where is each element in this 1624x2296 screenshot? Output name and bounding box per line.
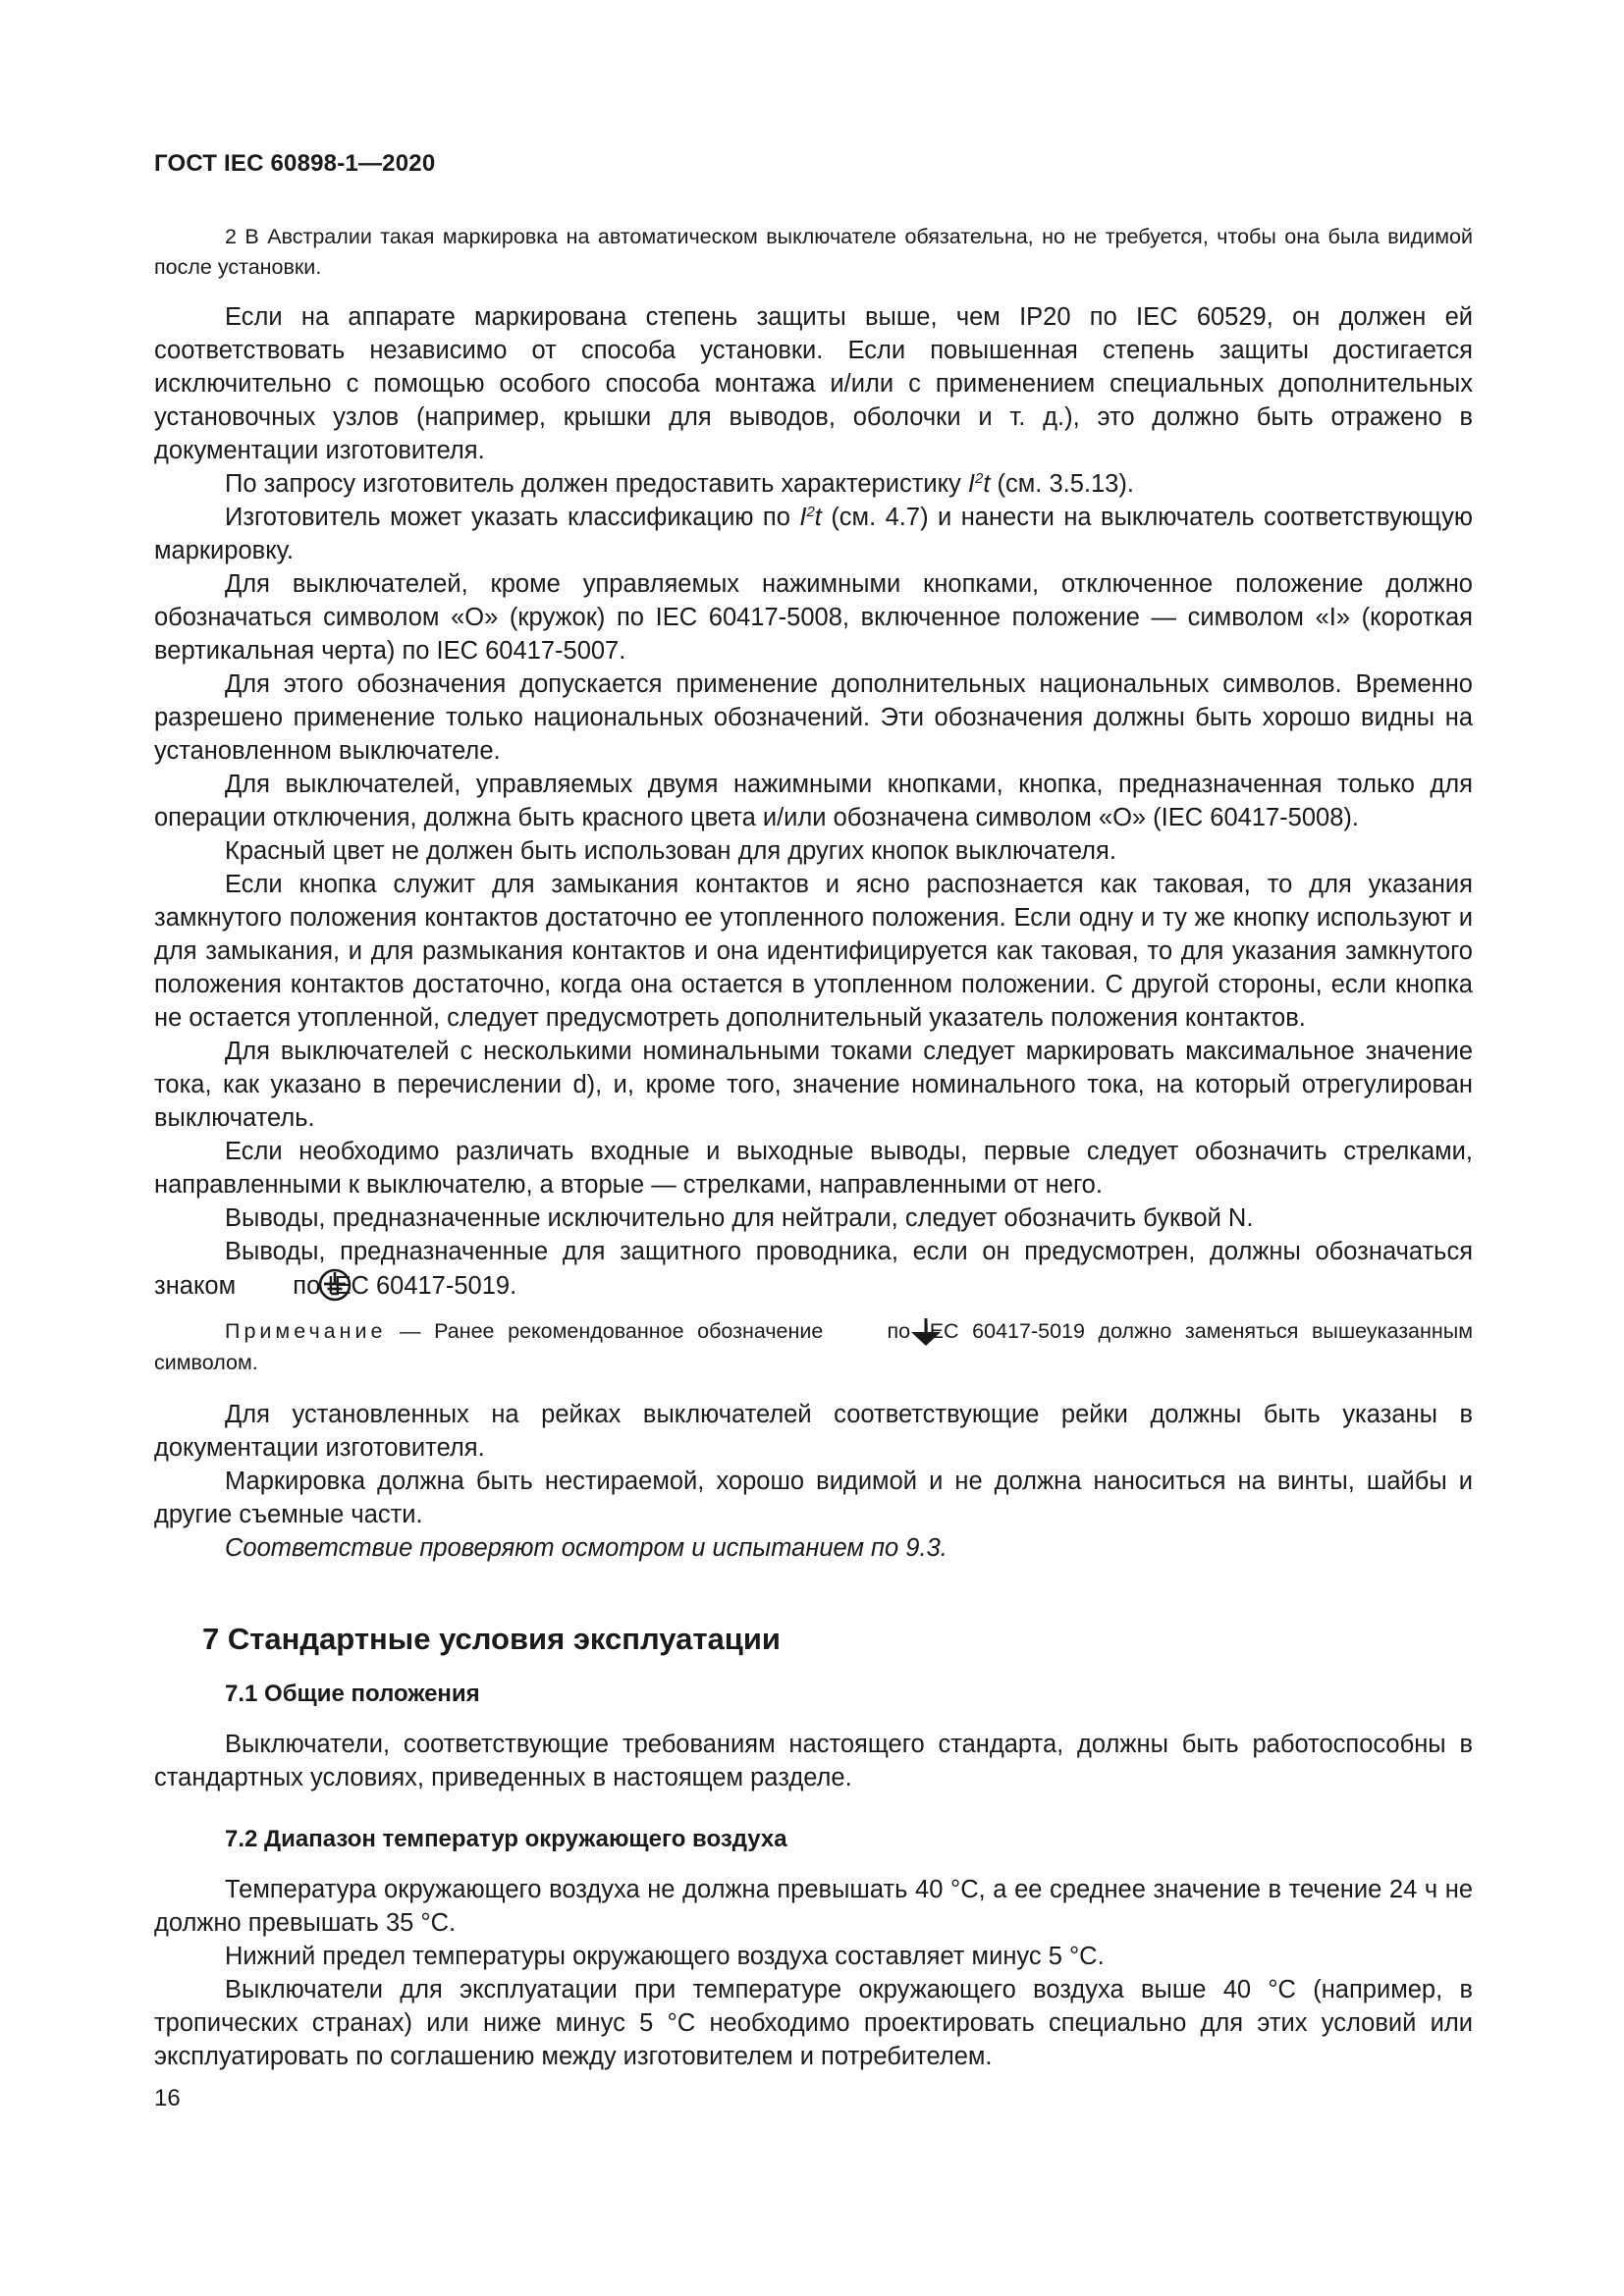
paragraph-protective-conductor xyxy=(154,1235,1473,1303)
protective-earth-icon xyxy=(243,1268,286,1302)
paragraph-i2t-classification-text: Изготовитель может указать классификацию по xyxy=(225,504,800,531)
note-label: Примечание xyxy=(225,1319,387,1343)
i2t-symbol-exponent: 2 xyxy=(806,504,815,520)
paragraph-i2t-request xyxy=(154,467,1473,501)
paragraph-input-output-terminals: Если необходимо различать входные и выходные выводы, первые следует обозначить стрелками, направленными к выключателю, а вторые — стрелками, направленными от него. xyxy=(154,1138,1473,1199)
paragraph-multiple-currents: Для выключателей с несколькими номинальными токами следует маркировать максимальное значение тока, как указано в перечислении d), и, кроме того, значение номинального тока, на который отрегулирован выключатель. xyxy=(154,1038,1473,1132)
paragraph-7-1: Выключатели, соответствующие требованиям настоящего стандарта, должны быть работоспособны в стандартных условиях, приведенных в настоящем разделе. xyxy=(154,1731,1473,1791)
paragraph-national-symbols: Для этого обозначения допускается применение дополнительных национальных символов. Временно разрешено применение только национальных обозначений. Эти обозначения должны быть хорошо видны на установленном выключателе. xyxy=(154,670,1473,765)
i2t-symbol-base: I xyxy=(799,504,807,531)
paragraph-red-color: Красный цвет не должен быть использован для других кнопок выключателя. xyxy=(225,837,1116,865)
paragraph-i2t-request-text: По запросу изготовитель должен предоставить характеристику xyxy=(225,470,968,498)
document-header: ГОСТ IEC 60898-1—2020 xyxy=(154,150,436,177)
paragraph-two-buttons: Для выключателей, управляемых двумя нажимными кнопками, кнопка, предназначенная только для операции отключения, должна быть красного цвета и/или обозначена символом «О» (IEC 60417-5008). xyxy=(154,771,1473,831)
paragraph-compliance: Соответствие проверяют осмотром и испытанием по 9.3. xyxy=(225,1534,947,1562)
section-7-title: 7 Стандартные условия эксплуатации xyxy=(202,1622,781,1656)
paragraph-indelible-marking: Маркировка должна быть нестираемой, хорошо видимой и не должна наноситься на винты, шайбы и другие съемные части. xyxy=(154,1468,1473,1528)
paragraph-7-2-special: Выключатели для эксплуатации при температуре окружающего воздуха выше 40 °С (например, в тропических странах) или ниже минус 5 °С необходимо проектировать специально для этих условий или эксплуатировать по соглашению между изготовителем и потребителем. xyxy=(154,1976,1473,2070)
subsection-7-1-title: 7.1 Общие положения xyxy=(225,1681,480,1707)
note-block xyxy=(154,1316,1473,1378)
paragraph-off-on-symbols: Для выключателей, кроме управляемых нажимными кнопками, отключенное положение должно обозначаться символом «О» (кружок) по IEC 60417-5008, включенное положение — символом «I» (короткая вертикальная черта) по IEC 60417-5007. xyxy=(154,570,1473,665)
paragraph-protective-conductor-ref: по IEC 60417-5019. xyxy=(286,1272,517,1300)
i2t-symbol-t: t xyxy=(814,504,822,531)
note-previous-symbol xyxy=(154,1316,1473,1378)
paragraph-protective-conductor-text: Выводы, предназначенные для защитного проводника, если он предусмотрен, должны обозначаться знаком xyxy=(154,1238,1473,1300)
paragraph-i2t-classification-rest: (см. 4.7) и нанести на выключатель соответствующую маркировку. xyxy=(154,504,1473,564)
paragraph-button-position: Если кнопка служит для замыкания контактов и ясно распознается как таковая, то для указания замкнутого положения контактов достаточно ее утопленного положения. Если одну и ту же кнопку используют и для замыкания, и для размыкания контактов и она идентифицируется как таковая, то для указания замкнутого положения контактов достаточно, когда она остается в утопленном положении. С другой стороны, если кнопка не остается утопленной, следует предусмотреть дополнительный указатель положения контактов. xyxy=(154,871,1473,1032)
i2t-symbol xyxy=(968,470,991,498)
i2t-symbol-t: t xyxy=(983,470,991,498)
page-number: 16 xyxy=(154,2085,181,2111)
note-text: — Ранее рекомендованное обозначение xyxy=(386,1319,837,1343)
paragraph-neutral-terminals: Выводы, предназначенные исключительно для нейтрали, следует обозначить буквой N. xyxy=(225,1204,1254,1232)
paragraph-i2t-request-ref: (см. 3.5.13). xyxy=(990,470,1134,498)
earth-ground-icon xyxy=(837,1316,874,1348)
paragraph-protection-degree: Если на аппарате маркирована степень защиты выше, чем IP20 по IEC 60529, он должен ей соответствовать независимо от способа установки. Если повышенная степень защиты достигается исключительно с помощью особого способа монтажа и/или с применением специальных дополнительных установочных узлов (например, крышки для выводов, оболочки и т. д.), это должно быть отражено в документации изготовителя. xyxy=(154,303,1473,464)
i2t-symbol xyxy=(799,504,822,531)
note-text-end: по IEC 60417-5019 должно заменяться вышеуказанным символом. xyxy=(154,1319,1473,1374)
paragraph-i2t-classification xyxy=(154,501,1473,567)
paragraph-7-2-min-temp: Нижний предел температуры окружающего воздуха составляет минус 5 °С. xyxy=(225,1943,1105,1970)
paragraph-rails: Для установленных на рейках выключателей соответствующие рейки должны быть указаны в документации изготовителя. xyxy=(154,1401,1473,1462)
i2t-symbol-base: I xyxy=(967,470,975,498)
subsection-7-2-title: 7.2 Диапазон температур окружающего воздуха xyxy=(225,1826,787,1852)
i2t-symbol-exponent: 2 xyxy=(975,470,984,487)
note-2: 2 В Австралии такая маркировка на автоматическом выключателе обязательна, но не требуется, чтобы она была видимой после установки. xyxy=(154,225,1473,279)
document-body xyxy=(154,222,1473,2073)
paragraph-7-2-max-temp: Температура окружающего воздуха не должна превышать 40 °С, а ее среднее значение в течение 24 ч не должно превышать 35 °С. xyxy=(154,1876,1473,1937)
